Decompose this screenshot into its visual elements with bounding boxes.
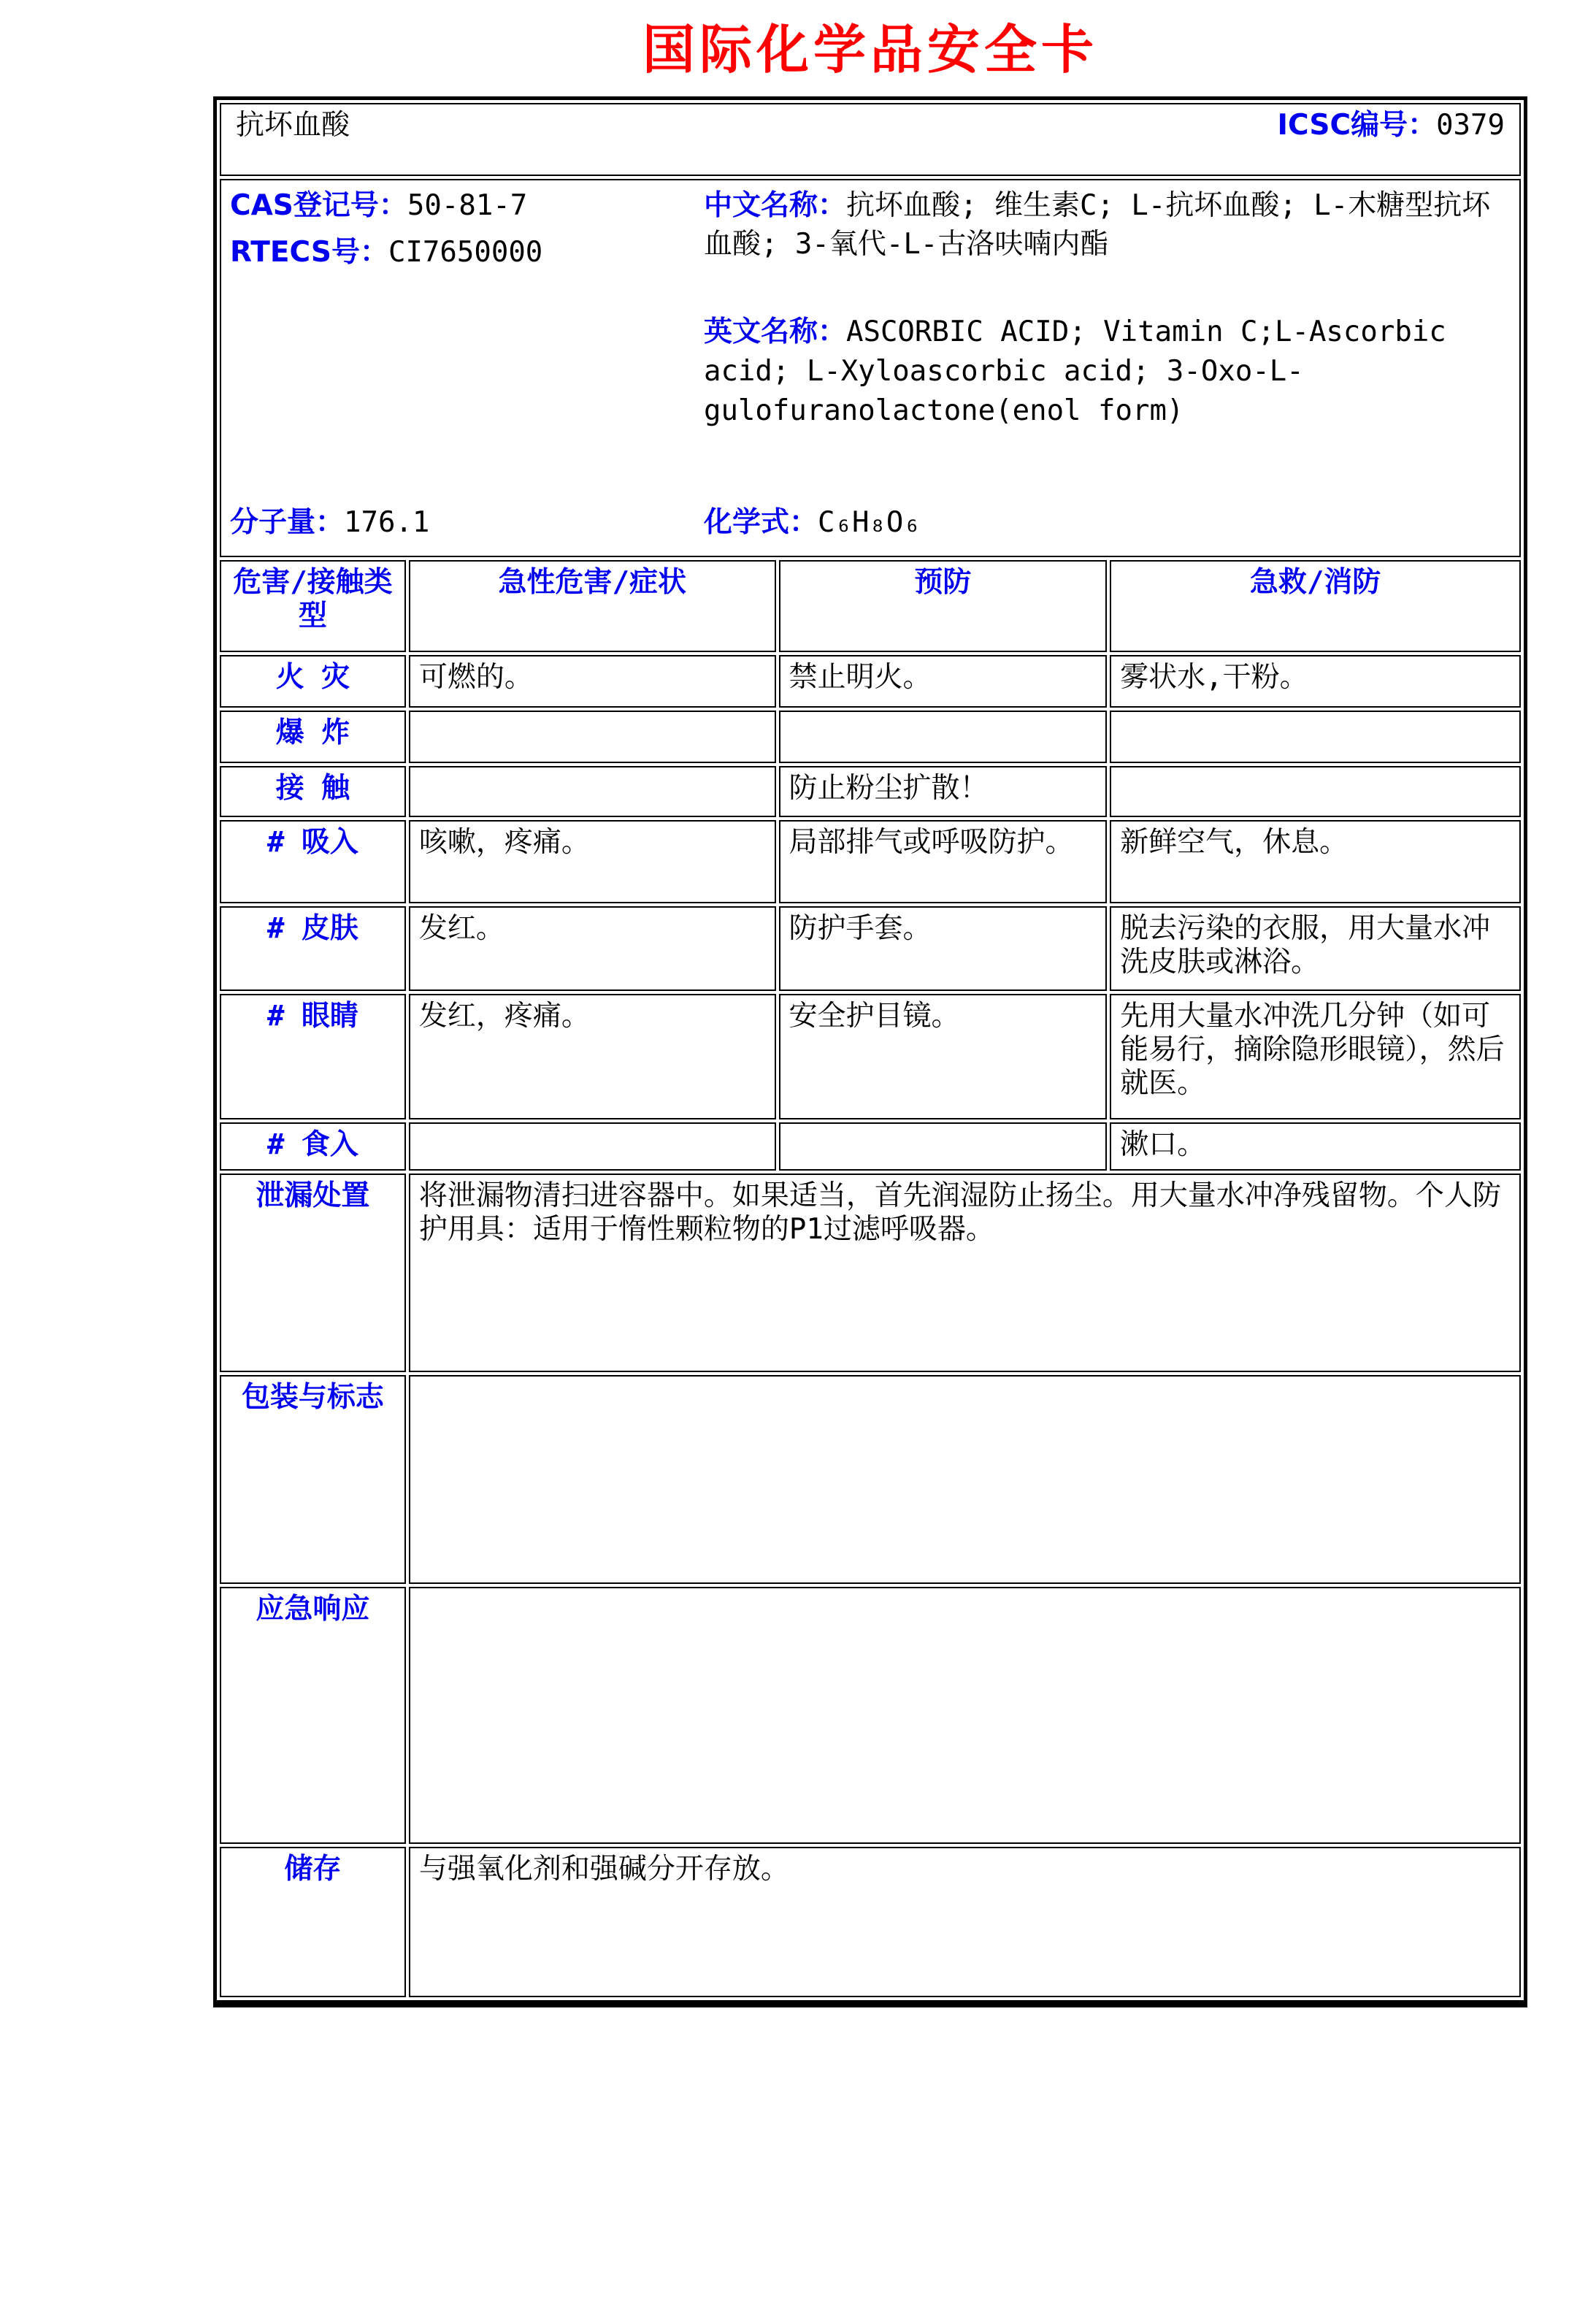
fire-response: 雾状水,干粉。 (1110, 655, 1521, 708)
column-header-prevention: 预防 (779, 560, 1108, 652)
ingestion-symptoms (409, 1122, 776, 1171)
packaging-content (409, 1375, 1521, 1584)
row-label-eyes: # 眼睛 (220, 994, 406, 1119)
rtecs-label: RTECS号： (230, 235, 388, 269)
chemical-formula-line (704, 506, 1511, 540)
table-row-inhalation (220, 820, 1521, 903)
table-row-eyes (220, 994, 1521, 1119)
ingestion-prevention (779, 1122, 1108, 1171)
inhalation-prevention: 局部排气或呼吸防护。 (779, 820, 1108, 903)
rtecs-number-line (230, 236, 704, 269)
safety-card-page (213, 0, 1527, 2007)
contact-response (1110, 766, 1521, 817)
explosion-response (1110, 711, 1521, 763)
table-row-emergency (220, 1587, 1521, 1844)
rtecs-value: CI7650000 (388, 235, 543, 269)
table-row-ingestion (220, 1122, 1521, 1171)
registry-numbers (230, 185, 704, 431)
identity-cell (220, 179, 1521, 557)
icsc-number-group (1278, 109, 1505, 142)
fire-prevention: 禁止明火。 (779, 655, 1108, 708)
icsc-number-value: 0379 (1436, 108, 1505, 142)
contact-symptoms (409, 766, 776, 817)
table-row (220, 179, 1521, 557)
table-header-row (220, 560, 1521, 652)
explosion-prevention (779, 711, 1108, 763)
row-label-emergency: 应急响应 (220, 1587, 406, 1844)
row-label-explosion: 爆 炸 (220, 711, 406, 763)
molecular-weight-label: 分子量： (230, 505, 345, 539)
inhalation-response: 新鲜空气，休息。 (1110, 820, 1521, 903)
english-name-line (704, 313, 1511, 430)
chinese-name-label: 中文名称： (703, 188, 846, 222)
row-label-spillage: 泄漏处置 (220, 1174, 406, 1372)
table-row-contact (220, 766, 1521, 817)
page-title: 国际化学品安全卡 (642, 18, 1098, 80)
chinese-name-value: 抗坏血酸; 维生素C; L-抗坏血酸; L-木糖型抗坏血酸; 3-氧代-L-古洛呋喃内酯 (703, 188, 1491, 261)
table-row-explosion (220, 711, 1521, 763)
substance-name: 抗坏血酸 (236, 108, 350, 142)
skin-symptoms: 发红。 (409, 906, 776, 991)
storage-content: 与强氧化剂和强碱分开存放。 (409, 1847, 1521, 1997)
icsc-table (213, 96, 1527, 2007)
english-name-label: 英文名称： (703, 315, 846, 349)
row-label-storage: 储存 (220, 1847, 406, 1997)
table-row-packaging (220, 1375, 1521, 1584)
chemical-names (704, 185, 1511, 431)
contact-prevention: 防止粉尘扩散！ (779, 766, 1108, 817)
column-header-response: 急救/消防 (1110, 560, 1521, 652)
chemical-formula-label: 化学式： (703, 505, 818, 539)
table-row-spillage (220, 1174, 1521, 1372)
column-header-symptoms: 急性危害/症状 (409, 560, 776, 652)
chemical-formula-value: C₆H₈O₆ (817, 505, 921, 539)
row-label-packaging: 包装与标志 (220, 1375, 406, 1584)
table-row-storage (220, 1847, 1521, 1997)
molecular-weight-value: 176.1 (344, 505, 430, 539)
cas-value: 50-81-7 (407, 188, 528, 222)
table-row-fire (220, 655, 1521, 708)
fire-symptoms: 可燃的。 (409, 655, 776, 708)
table-row (220, 103, 1521, 176)
molecular-weight-line (230, 506, 704, 540)
eyes-symptoms: 发红，疼痛。 (409, 994, 776, 1119)
eyes-response: 先用大量水冲洗几分钟（如可能易行，摘除隐形眼镜），然后就医。 (1110, 994, 1521, 1119)
row-label-ingestion: # 食入 (220, 1122, 406, 1171)
row-label-contact: 接 触 (220, 766, 406, 817)
column-header-hazard-type: 危害/接触类型 (220, 560, 406, 652)
english-name-value: ASCORBIC ACID; Vitamin C;L-Ascorbic acid; L-Xyloascorbic acid; 3-Oxo-L-gulofuranolactone(enol form) (703, 315, 1446, 427)
inhalation-symptoms: 咳嗽，疼痛。 (409, 820, 776, 903)
skin-prevention: 防护手套。 (779, 906, 1108, 991)
spillage-content: 将泄漏物清扫进容器中。如果适当，首先润湿防止扬尘。用大量水冲净残留物。个人防护用具：适用于惰性颗粒物的P1过滤呼吸器。 (409, 1174, 1521, 1372)
row-label-fire: 火 灾 (220, 655, 406, 708)
ingestion-response: 漱口。 (1110, 1122, 1521, 1171)
row-label-inhalation: # 吸入 (220, 820, 406, 903)
icsc-number-label: ICSC编号： (1277, 108, 1437, 142)
row-label-skin: # 皮肤 (220, 906, 406, 991)
chinese-name-line (704, 186, 1511, 265)
cas-label: CAS登记号： (230, 188, 407, 222)
name-row-cell (220, 103, 1521, 176)
skin-response: 脱去污染的衣服，用大量水冲洗皮肤或淋浴。 (1110, 906, 1521, 991)
table-row-skin (220, 906, 1521, 991)
emergency-content (409, 1587, 1521, 1844)
cas-number-line (230, 189, 704, 223)
eyes-prevention: 安全护目镜。 (779, 994, 1108, 1119)
explosion-symptoms (409, 711, 776, 763)
